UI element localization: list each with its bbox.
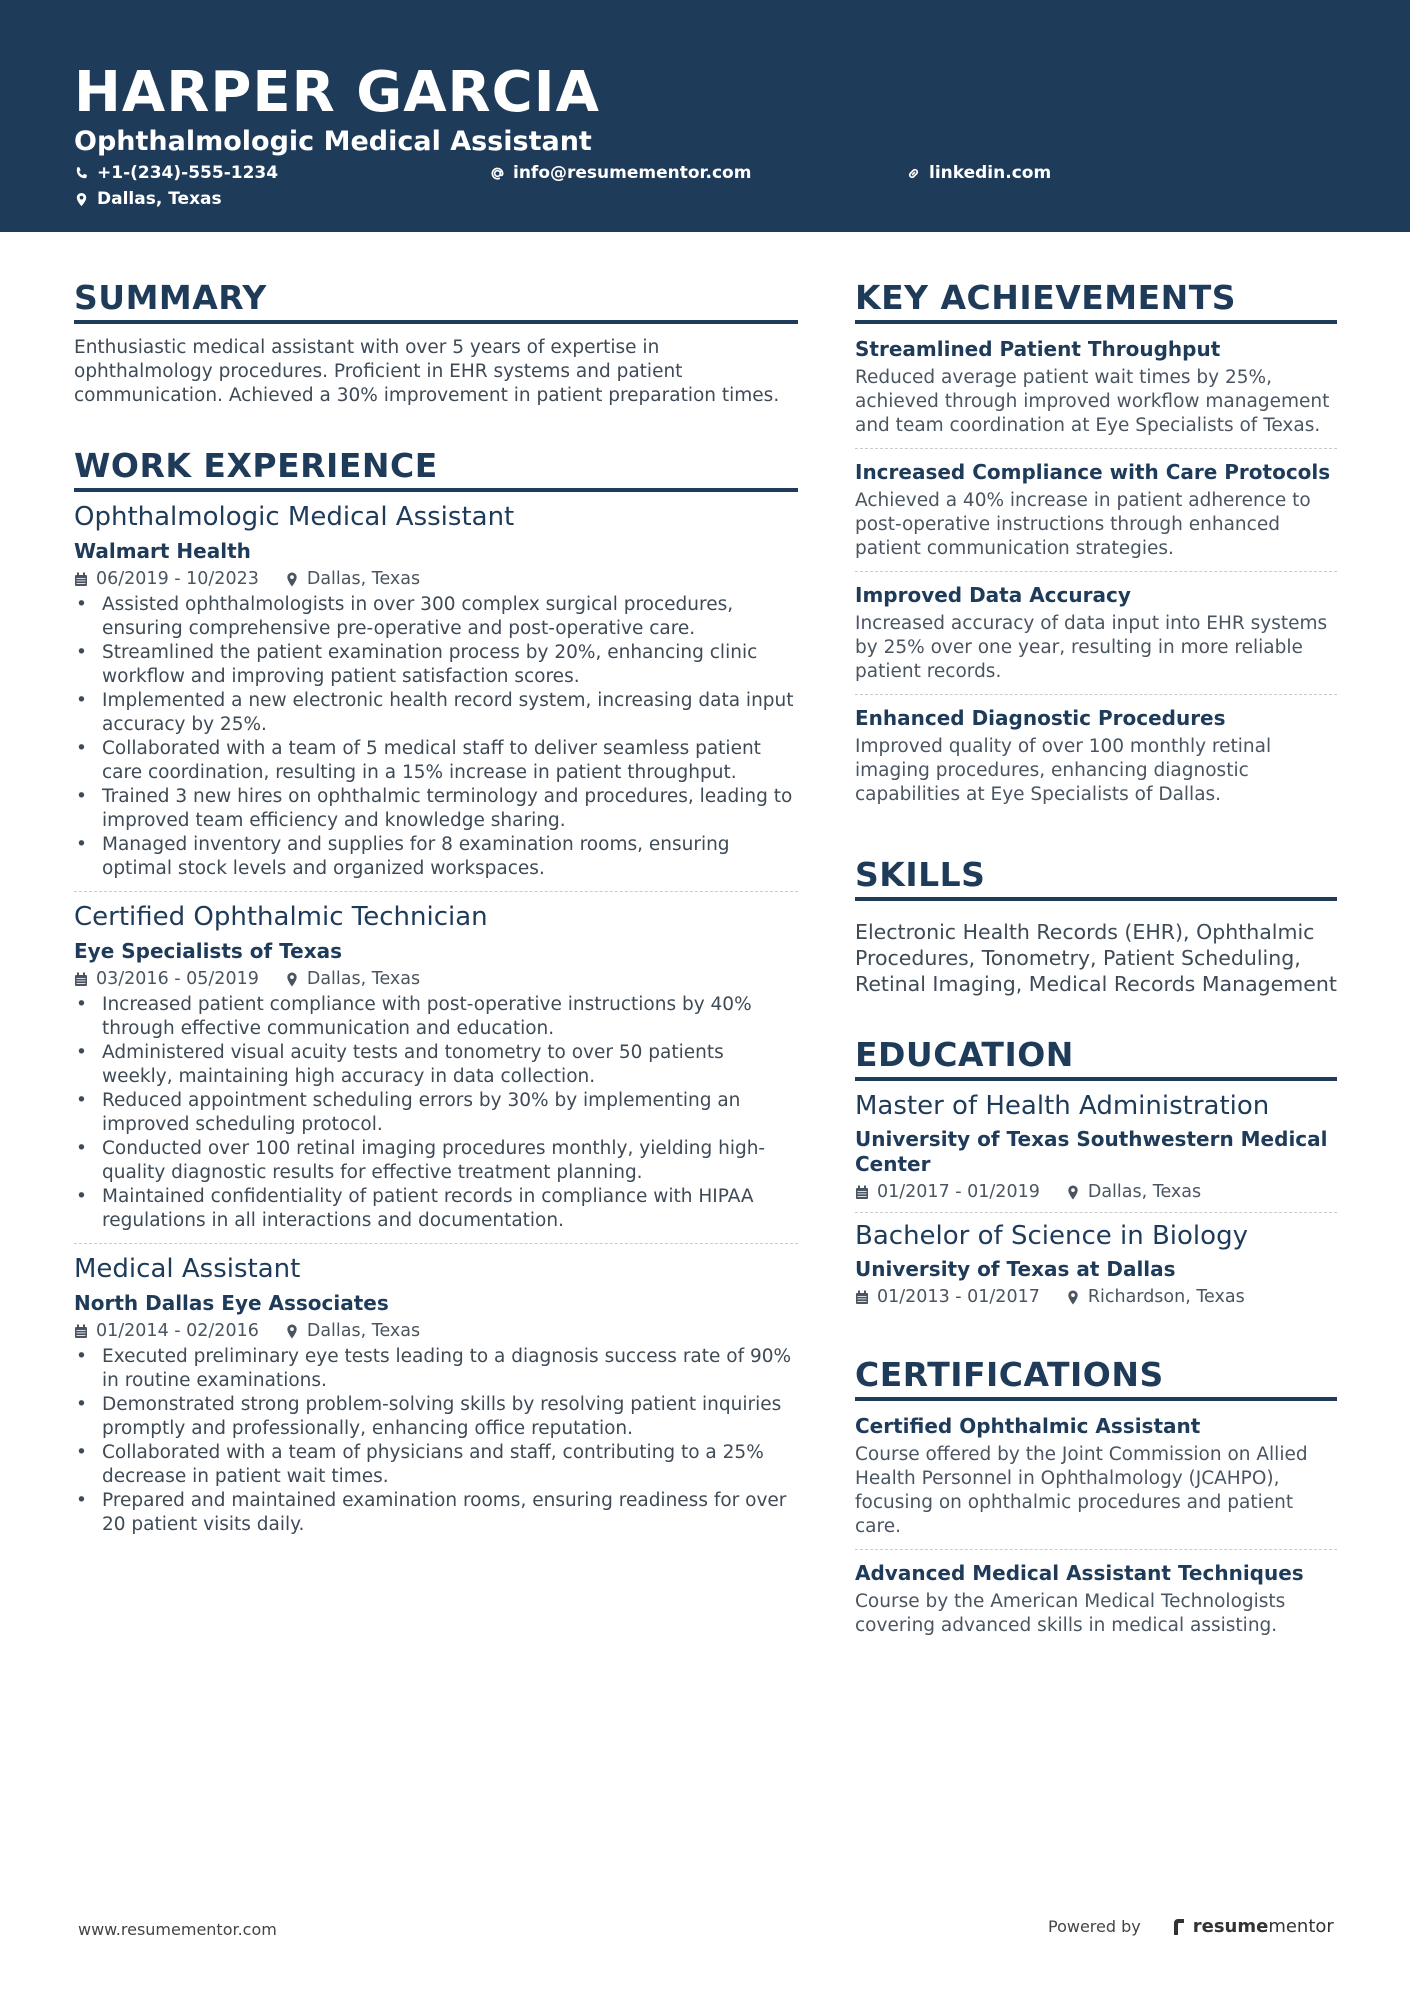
- resume-header: [0, 0, 1410, 232]
- contact-phone[interactable]: [74, 163, 278, 183]
- skills-heading: SKILLS: [855, 855, 1337, 901]
- job-dates-text: 06/2019 - 10/2023: [96, 569, 259, 589]
- education-heading: EDUCATION: [855, 1035, 1337, 1081]
- certification-title: Advanced Medical Assistant Techniques: [855, 1561, 1304, 1585]
- job-bullet: • Collaborated with a team of 5 medical staff to deliver seamless patient care coordination, resulting in a 15% increase in patient throughput.: [74, 737, 798, 785]
- education-dates: [855, 1285, 1040, 1309]
- location-pin-icon: [1066, 1290, 1080, 1305]
- powered-by-label: Powered by: [1048, 1917, 1141, 1936]
- education-school: University of Texas at Dallas: [855, 1257, 1176, 1281]
- summary-section: [74, 278, 798, 408]
- job-bullet: • Prepared and maintained examination rooms, ensuring readiness for over 20 patient visits daily.: [74, 1489, 798, 1537]
- job-bullet: • Increased patient compliance with post-operative instructions by 40% through effective communication and education.: [74, 993, 798, 1041]
- contact-linkedin[interactable]: [906, 163, 1051, 183]
- calendar-icon: [74, 572, 88, 587]
- job-entry: [74, 500, 798, 892]
- job-meta: [74, 567, 798, 591]
- resumementor-logo-icon: [1171, 1918, 1187, 1936]
- achievements-section: [855, 278, 1337, 817]
- location-pin-icon: [1066, 1185, 1080, 1200]
- certification-item: [855, 1413, 1337, 1550]
- education-item: [855, 1089, 1337, 1213]
- job-location: [285, 567, 420, 591]
- contact-email[interactable]: [490, 163, 751, 183]
- brand-name-bold: resume: [1192, 1916, 1269, 1937]
- right-column: [855, 278, 1337, 1686]
- job-company: Walmart Health: [74, 539, 251, 563]
- job-bullet: • Assisted ophthalmologists in over 300 complex surgical procedures, ensuring comprehensive pre-operative and post-operative care.: [74, 593, 798, 641]
- achievement-item: [855, 336, 1337, 449]
- certification-desc: Course offered by the Joint Commission on Allied Health Personnel in Ophthalmology (JCAHPO), focusing on ophthalmic procedures and patient care.: [855, 1444, 1308, 1537]
- job-role: Certified Ophthalmic Technician: [74, 902, 488, 932]
- job-meta: [74, 967, 798, 991]
- job-dates: [74, 967, 259, 991]
- education-dates: [855, 1180, 1040, 1204]
- education-location-text: Richardson, Texas: [1087, 1287, 1245, 1307]
- achievement-item: [855, 459, 1337, 572]
- job-bullet: • Administered visual acuity tests and tonometry to over 50 patients weekly, maintaining high accuracy in data collection.: [74, 1041, 798, 1089]
- calendar-icon: [855, 1290, 869, 1305]
- achievement-title: Enhanced Diagnostic Procedures: [855, 706, 1226, 730]
- job-bullets: [74, 1345, 798, 1537]
- calendar-icon: [74, 1324, 88, 1339]
- job-dates: [74, 1319, 259, 1343]
- brand-name-light: mentor: [1268, 1916, 1334, 1937]
- skills-text: Electronic Health Records (EHR), Ophthalmic Procedures, Tonometry, Patient Scheduling, Retinal Imaging, Medical Records Management: [855, 920, 1337, 996]
- achievement-desc: Increased accuracy of data input into EHR systems by 25% over one year, resulting in more reliable patient records.: [855, 613, 1328, 682]
- achievement-title: Improved Data Accuracy: [855, 583, 1131, 607]
- education-item: [855, 1219, 1337, 1317]
- job-bullet: • Conducted over 100 retinal imaging procedures monthly, yielding high-quality diagnostic results for effective treatment planning.: [74, 1137, 798, 1185]
- at-icon: [490, 166, 505, 181]
- education-section: [855, 1035, 1337, 1317]
- job-role: Medical Assistant: [74, 1254, 301, 1284]
- achievement-item: [855, 582, 1337, 695]
- job-bullet: • Demonstrated strong problem-solving skills by resolving patient inquiries promptly and professionally, enhancing office reputation.: [74, 1393, 798, 1441]
- link-icon: [906, 166, 921, 181]
- education-meta: [855, 1180, 1337, 1204]
- certification-item: [855, 1560, 1337, 1648]
- job-company: Eye Specialists of Texas: [74, 939, 343, 963]
- education-dates-text: 01/2017 - 01/2019: [877, 1182, 1040, 1202]
- job-bullet: • Implemented a new electronic health record system, increasing data input accuracy by 25%.: [74, 689, 798, 737]
- summary-text: Enthusiastic medical assistant with over 5 years of expertise in ophthalmology procedures. Proficient in EHR systems and patient communication. Achieved a 30% improvement in patient preparation times.: [74, 337, 780, 406]
- achievements-heading: KEY ACHIEVEMENTS: [855, 278, 1337, 324]
- job-bullet: • Trained 3 new hires on ophthalmic terminology and procedures, leading to improved team efficiency and knowledge sharing.: [74, 785, 798, 833]
- job-bullet: • Collaborated with a team of physicians and staff, contributing to a 25% decrease in patient wait times.: [74, 1441, 798, 1489]
- calendar-icon: [74, 972, 88, 987]
- job-bullet: • Reduced appointment scheduling errors by 30% by implementing an improved scheduling protocol.: [74, 1089, 798, 1137]
- job-dates-text: 01/2014 - 02/2016: [96, 1321, 259, 1341]
- experience-heading: WORK EXPERIENCE: [74, 446, 798, 492]
- phone-text: +1-(234)-555-1234: [97, 163, 279, 183]
- job-bullet: • Managed inventory and supplies for 8 examination rooms, ensuring optimal stock levels and organized workspaces.: [74, 833, 798, 881]
- job-dates: [74, 567, 259, 591]
- job-bullets: [74, 993, 798, 1233]
- footer-website[interactable]: www.resumementor.com: [78, 1920, 277, 1939]
- job-bullet: • Streamlined the patient examination process by 20%, enhancing clinic workflow and improving patient satisfaction scores.: [74, 641, 798, 689]
- achievement-title: Increased Compliance with Care Protocols: [855, 460, 1331, 484]
- education-location: [1066, 1180, 1201, 1204]
- location-pin-icon: [285, 572, 299, 587]
- phone-icon: [74, 166, 89, 181]
- job-location-text: Dallas, Texas: [306, 969, 421, 989]
- job-company: North Dallas Eye Associates: [74, 1291, 389, 1315]
- achievement-desc: Reduced average patient wait times by 25%, achieved through improved workflow management and team coordination at Eye Specialists of Texas.: [855, 367, 1330, 436]
- achievement-item: [855, 705, 1337, 817]
- resumementor-logo[interactable]: [1171, 1916, 1334, 1937]
- contact-location: [74, 189, 222, 209]
- education-meta: [855, 1285, 1337, 1309]
- footer-branding: [1048, 1916, 1334, 1937]
- job-bullet: • Maintained confidentiality of patient records in compliance with HIPAA regulations in all interactions and documentation.: [74, 1185, 798, 1233]
- education-degree: Bachelor of Science in Biology: [855, 1221, 1248, 1251]
- job-location: [285, 1319, 420, 1343]
- achievement-desc: Achieved a 40% increase in patient adherence to post-operative instructions through enhanced patient communication strategies.: [855, 490, 1311, 559]
- job-entry: [74, 900, 798, 1244]
- experience-section: [74, 446, 798, 1547]
- summary-heading: SUMMARY: [74, 278, 798, 324]
- certifications-heading: CERTIFICATIONS: [855, 1355, 1337, 1401]
- job-location: [285, 967, 420, 991]
- candidate-title: Ophthalmologic Medical Assistant: [74, 126, 592, 157]
- education-school: University of Texas Southwestern Medical Center: [855, 1127, 1328, 1176]
- skills-section: [855, 855, 1337, 997]
- location-pin-icon: [285, 1324, 299, 1339]
- education-degree: Master of Health Administration: [855, 1091, 1270, 1121]
- linkedin-text: linkedin.com: [929, 163, 1052, 183]
- email-text: info@resumementor.com: [513, 163, 752, 183]
- left-column: [74, 278, 798, 1585]
- candidate-name: HARPER GARCIA: [74, 60, 600, 125]
- job-meta: [74, 1319, 798, 1343]
- certifications-section: [855, 1355, 1337, 1648]
- job-location-text: Dallas, Texas: [306, 1321, 421, 1341]
- location-text: Dallas, Texas: [97, 189, 222, 209]
- achievement-title: Streamlined Patient Throughput: [855, 337, 1221, 361]
- job-bullet: • Executed preliminary eye tests leading to a diagnosis success rate of 90% in routine examinations.: [74, 1345, 798, 1393]
- job-location-text: Dallas, Texas: [306, 569, 421, 589]
- education-location-text: Dallas, Texas: [1087, 1182, 1202, 1202]
- job-entry: [74, 1252, 798, 1547]
- job-role: Ophthalmologic Medical Assistant: [74, 502, 515, 532]
- job-dates-text: 03/2016 - 05/2019: [96, 969, 259, 989]
- achievement-desc: Improved quality of over 100 monthly retinal imaging procedures, enhancing diagnostic capabilities at Eye Specialists of Dallas.: [855, 736, 1272, 805]
- education-location: [1066, 1285, 1245, 1309]
- job-bullets: [74, 593, 798, 881]
- education-dates-text: 01/2013 - 01/2017: [877, 1287, 1040, 1307]
- location-pin-icon: [74, 192, 89, 207]
- certification-title: Certified Ophthalmic Assistant: [855, 1414, 1201, 1438]
- location-pin-icon: [285, 972, 299, 987]
- certification-desc: Course by the American Medical Technologists covering advanced skills in medical assisting.: [855, 1591, 1286, 1636]
- calendar-icon: [855, 1185, 869, 1200]
